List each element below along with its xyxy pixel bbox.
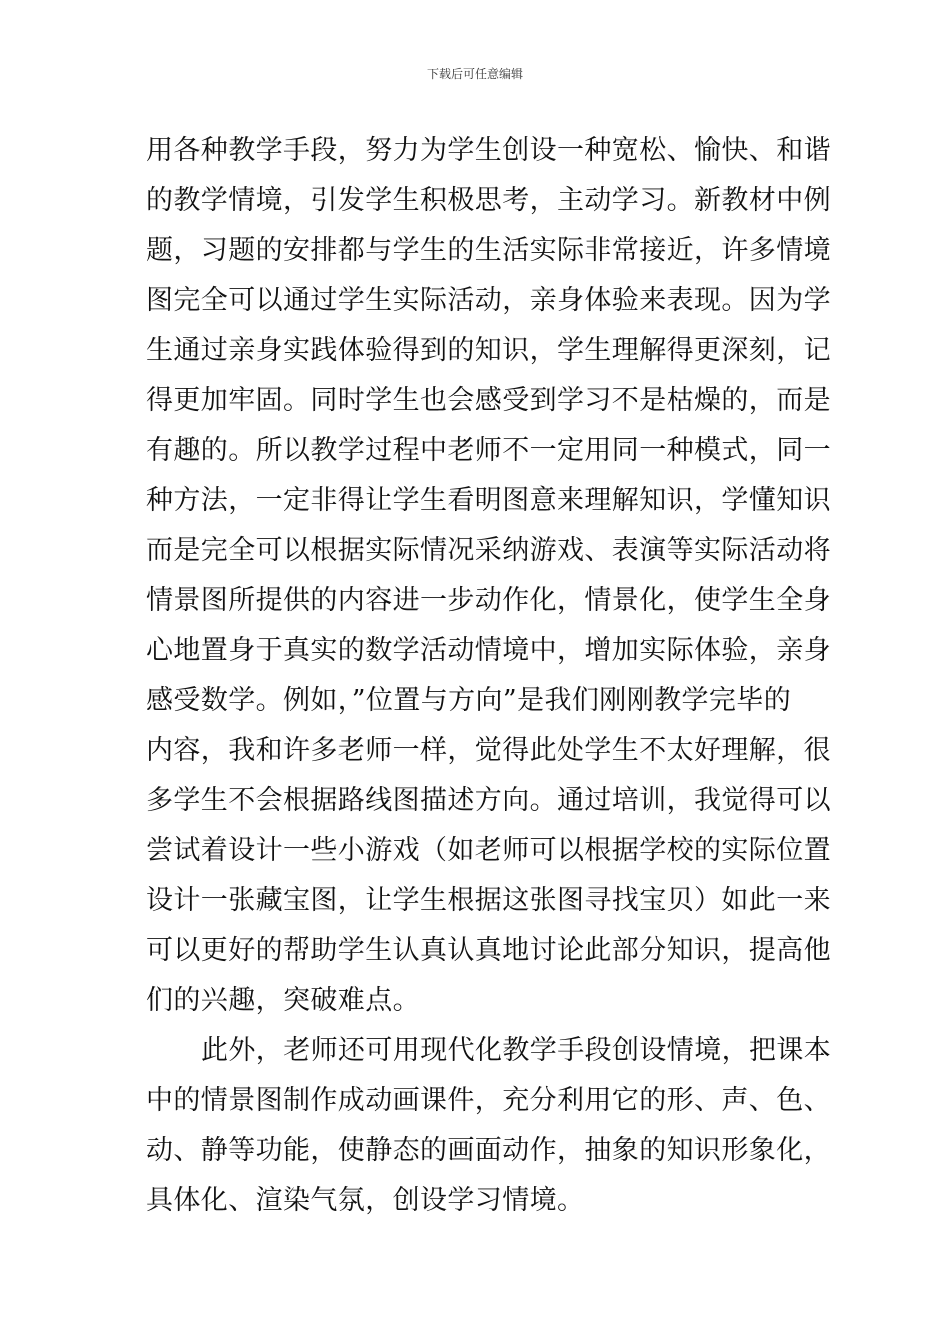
document-body — [146, 126, 832, 1226]
text-line: 种方法，一定非得让学生看明图意来理解知识，学懂知识 — [146, 485, 831, 516]
text-line: 中的情景图制作成动画课件，充分利用它的形、声、色、 — [146, 1085, 831, 1116]
page-header: 下载后可任意编辑 — [426, 67, 523, 81]
text-line: 可以更好的帮助学生认真认真地讨论此部分知识，提高他 — [146, 935, 831, 966]
text-line: 得更加牢固。同时学生也会感受到学习不是枯燥的，而是 — [146, 385, 831, 416]
text-line: 生通过亲身实践体验得到的知识，学生理解得更深刻，记 — [146, 335, 831, 366]
text-line: 内容，我和许多老师一样，觉得此处学生不太好理解，很 — [146, 735, 831, 766]
text-line: 们的兴趣，突破难点。 — [146, 985, 420, 1016]
paragraph — [146, 126, 831, 1026]
text-line: 尝试着设计一些小游戏（如老师可以根据学校的实际位置 — [146, 835, 831, 866]
text-line: 题，习题的安排都与学生的生活实际非常接近，许多情境 — [146, 235, 831, 266]
text-line: 的教学情境，引发学生积极思考，主动学习。新教材中例 — [146, 185, 831, 216]
paragraph — [146, 1026, 832, 1226]
text-line: 动、静等功能，使静态的画面动作，抽象的知识形象化， — [146, 1135, 831, 1166]
text-line: 而是完全可以根据实际情况采纳游戏、表演等实际活动将 — [146, 535, 831, 566]
text-line: 感受数学。例如，”位置与方向”是我们刚刚教学完毕的 — [146, 685, 792, 716]
text-line: 有趣的。所以教学过程中老师不一定用同一种模式，同一 — [146, 435, 831, 466]
text-line: 用各种教学手段，努力为学生创设一种宽松、愉快、和谐 — [146, 135, 831, 166]
text-line: 图完全可以通过学生实际活动，亲身体验来表现。因为学 — [146, 285, 831, 316]
text-line: 多学生不会根据路线图描述方向。通过培训，我觉得可以 — [146, 785, 831, 816]
text-line: 心地置身于真实的数学活动情境中，增加实际体验，亲身 — [146, 635, 831, 666]
text-line: 情景图所提供的内容进一步动作化，情景化，使学生全身 — [146, 585, 831, 616]
text-line: 具体化、渲染气氛，创设学习情境。 — [146, 1185, 585, 1216]
text-line: 此外，老师还可用现代化教学手段创设情境，把课本 — [201, 1035, 832, 1066]
text-line: 设计一张藏宝图，让学生根据这张图寻找宝贝）如此一来 — [146, 885, 831, 916]
